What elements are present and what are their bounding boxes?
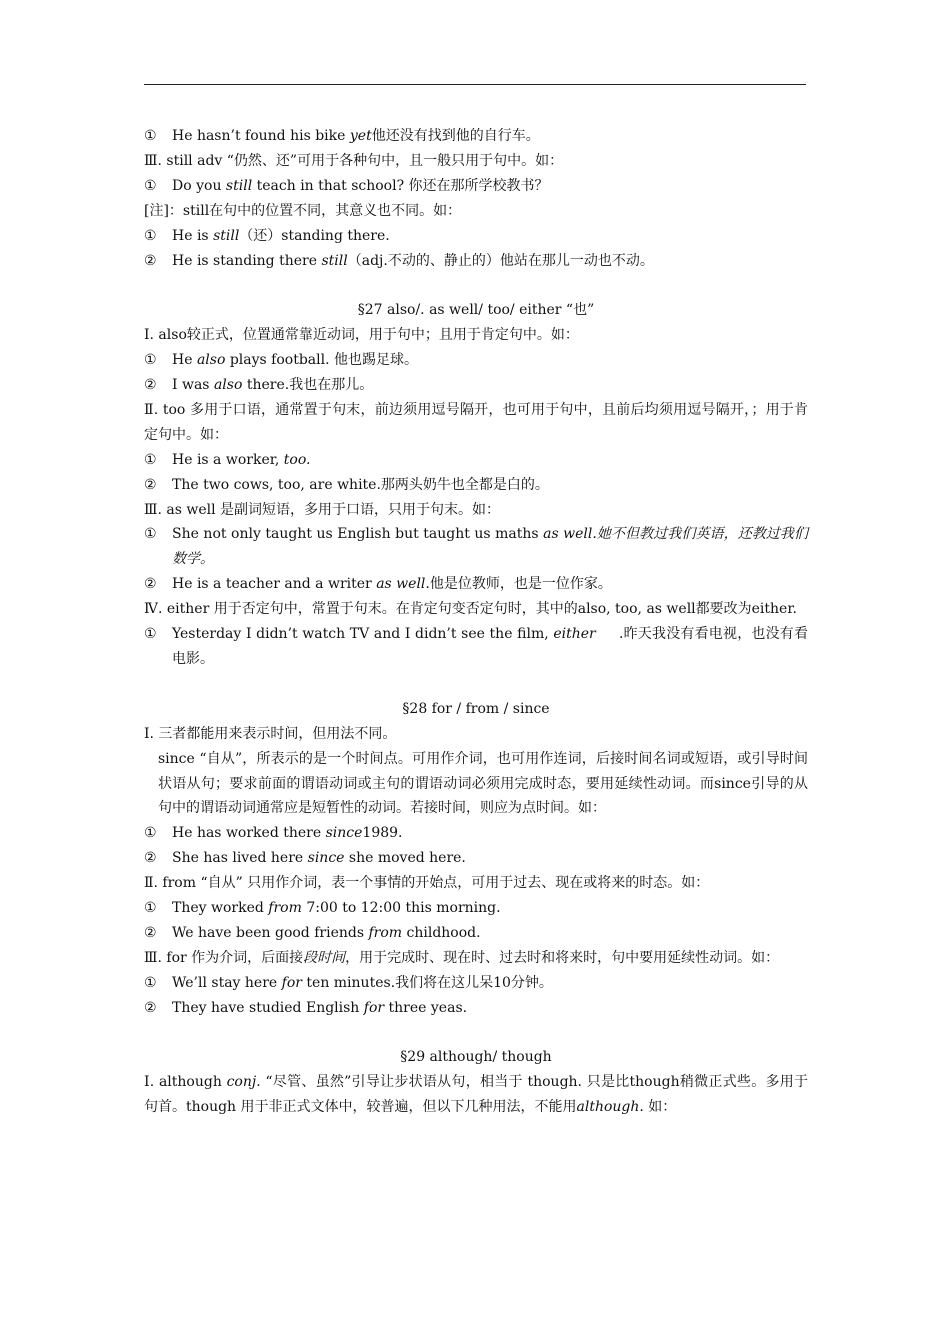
italic-keyword: since <box>325 825 363 842</box>
item-number: ① <box>144 900 157 917</box>
point-heading: Ⅱ. from “自从” 只用作介词，表一个事情的开始点，可用于过去、现在或将来的时态。如： <box>144 875 710 892</box>
example-text: He has worked there <box>172 825 326 842</box>
example-line <box>144 224 808 249</box>
italic-keyword: also <box>213 377 243 394</box>
example-line <box>144 373 808 398</box>
item-number: ② <box>144 476 157 493</box>
item-number: ① <box>144 974 157 991</box>
italic-keyword: 段时间 <box>303 949 346 966</box>
item-number: ② <box>144 377 157 394</box>
point-paragraph: Ⅱ. too 多用于口语，通常置于句末，前边须用逗号隔开，也可用于句中，且前后均须用逗号隔开，；用于肯定句中。如： <box>144 401 808 443</box>
point-paragraph <box>144 946 808 971</box>
example-text: They worked <box>172 900 269 917</box>
item-number: ① <box>144 451 157 468</box>
example-translation: 他还没有找到他的自行车。 <box>371 128 540 144</box>
paragraph-text: “尽管、虽然”引导让步状语从句，相当于 though. 只是比though稍微正式些。多用于句首。though 用于非正式文体中，较普遍，但以下几种用法，不能用 <box>144 1074 808 1116</box>
example-text: She not only taught us English but taught us maths <box>172 526 544 543</box>
italic-keyword: still <box>225 177 253 194</box>
item-number: ① <box>144 526 157 543</box>
example-text: He hasn’t found his bike <box>172 128 350 144</box>
italic-keyword: still <box>321 252 348 269</box>
item-number: ② <box>144 850 157 867</box>
italic-keyword: for <box>281 974 302 991</box>
example-translation: 7:00 to 12:00 this morning. <box>301 900 501 917</box>
example-translation: ten minutes.我们将在这儿呆10分钟。 <box>301 974 553 991</box>
section-heading: §29 although/ though <box>400 1049 552 1066</box>
section-gap <box>144 273 808 298</box>
example-text: They have studied English <box>172 999 364 1016</box>
point-paragraph: Ⅳ. either 用于否定句中，常置于句末。在肯定句变否定句时，其中的also, too, as well都要改为either. <box>144 601 797 618</box>
italic-keyword: yet <box>349 128 372 144</box>
example-line <box>144 124 808 149</box>
example-line <box>144 921 808 946</box>
header-rule <box>144 84 806 85</box>
example-text: We’ll stay here <box>172 974 282 991</box>
example-line <box>144 622 808 672</box>
point-paragraph: since “自从”，所表示的是一个时间点。可用作介词，也可用作连词，后接时间名词或短语，或引导时间状语从句；要求前面的谓语动词或主句的谓语动词必须用完成时态，要用延续性动词。而since引导的从句中的谓语动词通常应是短暂性的动词。若接时间，则应为点时间。如： <box>158 750 808 817</box>
italic-keyword: from <box>268 900 302 917</box>
italic-keyword: for <box>363 999 385 1016</box>
example-text: I was <box>172 377 214 394</box>
item-number: ② <box>144 999 157 1016</box>
paragraph-text: ，用于完成时、现在时、过去时和将来时，句中要用延续性动词。如： <box>345 949 780 966</box>
example-text: He is <box>172 227 214 244</box>
example-line <box>144 348 808 373</box>
example-line <box>144 821 808 846</box>
example-text: Do you <box>172 177 226 194</box>
item-number: ① <box>144 825 157 842</box>
item-number: ① <box>144 227 157 244</box>
example-line <box>144 846 808 871</box>
example-text: Yesterday I didn’t watch TV and I didn’t see the film, <box>172 626 554 643</box>
example-line <box>144 896 808 921</box>
point-heading: Ⅲ. as well 是副词短语，多用于口语，只用于句末。如： <box>144 501 501 518</box>
example-line <box>144 572 808 597</box>
example-line <box>144 249 808 274</box>
item-number: ① <box>144 352 157 369</box>
point-paragraph <box>144 1070 808 1120</box>
example-text: He is standing there <box>172 252 322 269</box>
section-gap <box>144 1021 808 1046</box>
item-number: ② <box>144 252 157 269</box>
italic-keyword: also <box>196 352 226 369</box>
example-text: He is a teacher and a writer <box>172 576 377 593</box>
example-line <box>144 996 808 1021</box>
section-gap <box>144 672 808 697</box>
italic-keyword: still <box>213 227 240 244</box>
section-heading: §28 for / from / since <box>402 700 550 717</box>
example-line <box>144 473 808 498</box>
example-translation: childhood. <box>402 924 481 941</box>
point-heading: Ⅰ. also较正式，位置通常靠近动词，用于句中；且用于肯定句中。如： <box>144 327 579 344</box>
italic-keyword: too. <box>283 451 311 468</box>
example-translation: .昨天我没有看电视，也没有看电影。 <box>172 626 808 668</box>
example-translation: （还）standing there. <box>239 227 390 244</box>
italic-keyword: from <box>368 924 403 941</box>
italic-keyword: although <box>576 1099 640 1116</box>
example-line <box>144 522 808 572</box>
example-translation: three yeas. <box>384 999 468 1016</box>
paragraph-text: Ⅰ. although <box>144 1074 227 1091</box>
italic-keyword: as well.她不但教过我们英语，还教过我们数学。 <box>172 526 809 568</box>
point-heading: Ⅲ. still adv “仍然、还”可用于各种句中，且一般只用于句中。如： <box>144 152 564 169</box>
example-translation: plays football. 他也踢足球。 <box>225 352 418 369</box>
note-line: [注]：still在句中的位置不同，其意义也不同。如： <box>144 202 462 219</box>
example-text: He is a worker, <box>172 451 284 468</box>
paragraph-text: Ⅲ. for 作为介词，后面接 <box>144 949 304 966</box>
example-translation: there.我也在那儿。 <box>242 377 374 394</box>
item-number: ② <box>144 576 157 593</box>
example-text: He <box>172 352 197 369</box>
example-text: The two cows, too, are white.那两头奶牛也全都是白的。 <box>172 476 549 493</box>
example-translation: 1989. <box>362 825 403 842</box>
item-number: ① <box>144 626 157 643</box>
example-line <box>144 971 808 996</box>
italic-keyword: conj. <box>226 1074 261 1091</box>
item-number: ② <box>144 924 157 941</box>
example-text: We have been good friends <box>172 924 369 941</box>
item-number: ① <box>144 177 157 194</box>
example-translation: .他是位教师，也是一位作家。 <box>425 576 612 593</box>
example-translation: （adj.不动的、静止的）他站在那儿一动也不动。 <box>347 252 654 269</box>
example-line <box>144 174 808 199</box>
example-translation: she moved here. <box>344 850 466 867</box>
italic-keyword: since <box>307 850 345 867</box>
point-heading: Ⅰ. 三者都能用来表示时间，但用法不同。 <box>144 725 397 742</box>
section-heading: §27 also/. as well/ too/ either “也” <box>357 302 595 319</box>
item-number: ① <box>144 128 157 144</box>
document-body <box>144 124 808 1120</box>
example-line <box>144 448 808 473</box>
italic-keyword: as well <box>376 576 426 593</box>
paragraph-text: . 如： <box>639 1099 677 1116</box>
example-text: She has lived here <box>172 850 308 867</box>
example-translation: teach in that school? 你还在那所学校教书？ <box>252 177 549 194</box>
italic-keyword: either <box>553 626 596 643</box>
